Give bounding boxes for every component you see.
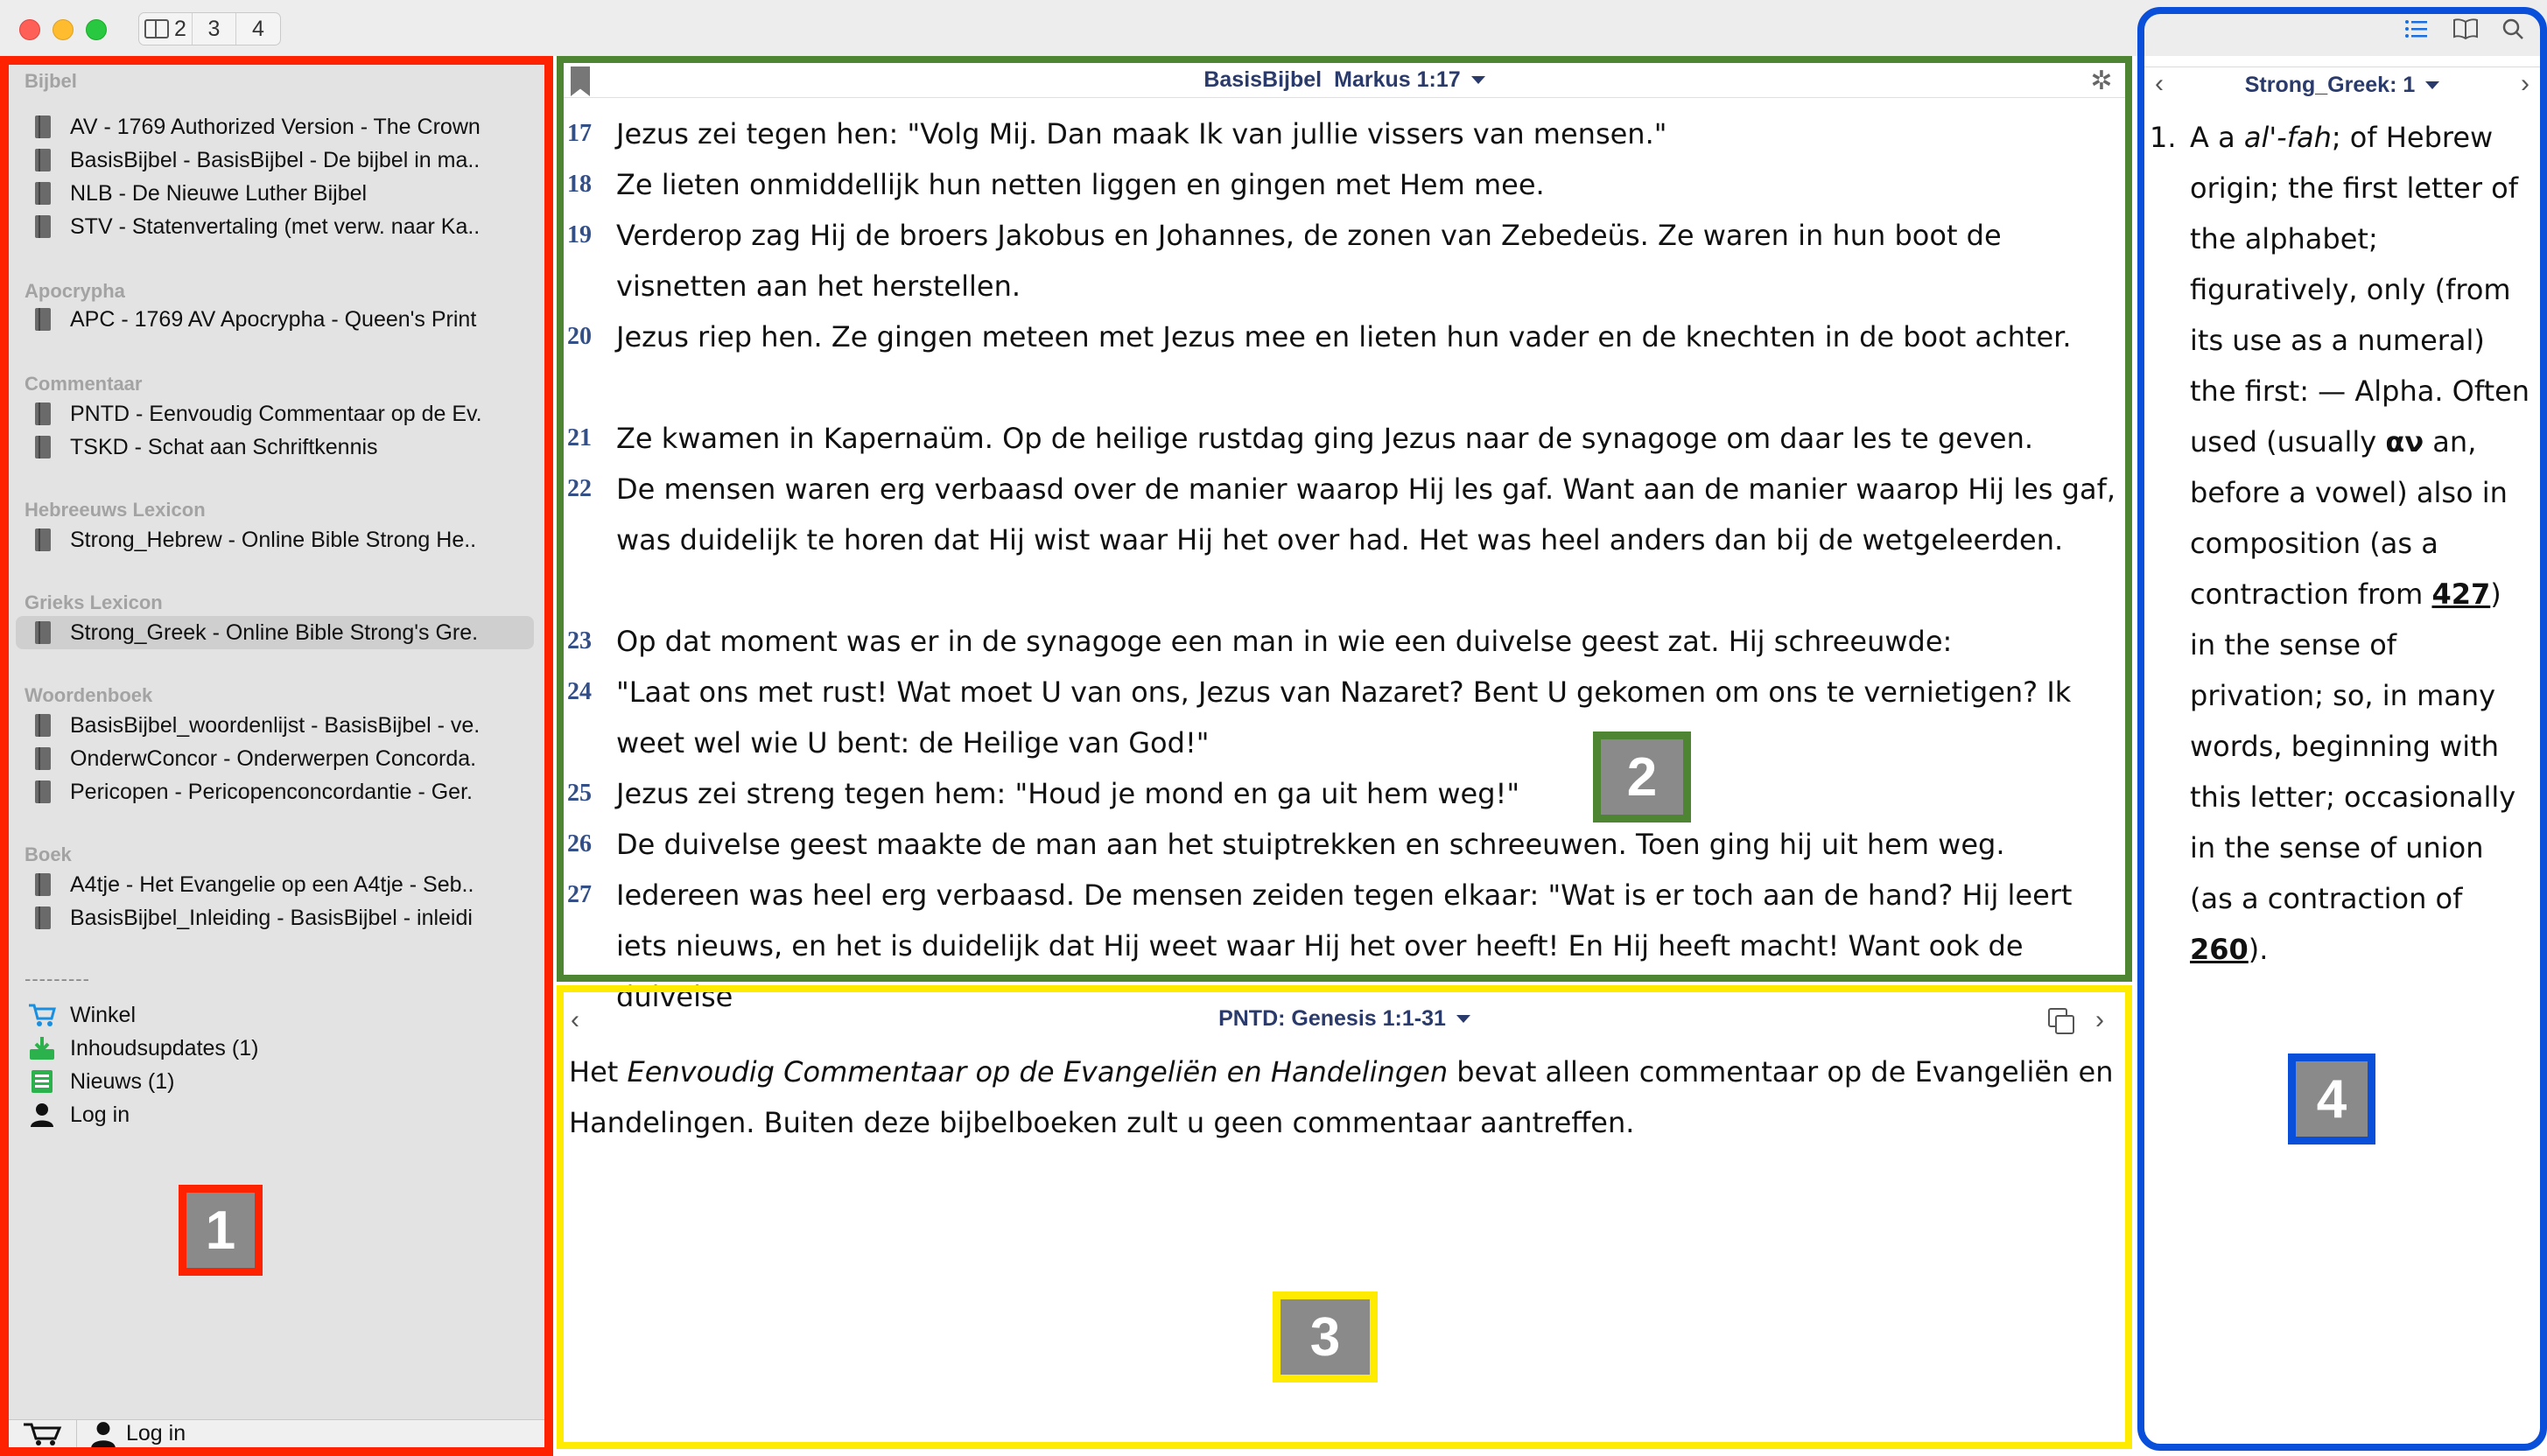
- chevron-left-icon[interactable]: ‹: [571, 1005, 579, 1034]
- verse-number[interactable]: 24: [567, 678, 592, 705]
- verse-number[interactable]: 26: [567, 830, 592, 858]
- zoom-window-button[interactable]: [86, 19, 107, 40]
- panel-4-label: 4: [2288, 1054, 2375, 1144]
- layout-segmented-control: [138, 12, 281, 46]
- columns-icon: [144, 19, 169, 38]
- shop-link-label: Winkel: [70, 1002, 137, 1027]
- layout-tab-label: 3: [207, 16, 221, 41]
- library-item-label: TSKD - Schat aan Schriftkennis: [70, 434, 378, 459]
- strong-link-427[interactable]: 427: [2431, 578, 2491, 611]
- library-item-label: Strong_Hebrew - Online Bible Strong He..: [70, 527, 477, 552]
- entry-letter: A: [2190, 121, 2209, 154]
- login-label: Log in: [70, 1102, 130, 1127]
- library-item-label: AV - 1769 Authorized Version - The Crown: [70, 114, 481, 139]
- verse-text: Jezus zei tegen hen: "Volg Mij. Dan maak Ik van jullie vissers van mensen.": [616, 117, 1667, 150]
- library-item-label: BasisBijbel - BasisBijbel - De bijbel in ma..: [70, 147, 481, 172]
- chevron-left-icon[interactable]: ‹: [2155, 69, 2164, 98]
- verse-number[interactable]: 19: [567, 221, 592, 248]
- commentary-text-end: bevat alleen commentaar op de Evangeliën en Handelingen. Buiten deze bijbelboeken zult u geen commentaar aantreffen.: [569, 1055, 2114, 1139]
- library-item-label: BasisBijbel_Inleiding - BasisBijbel - inleidi: [70, 905, 473, 930]
- commentary-text-italic: Eenvoudig Commentaar op de Evangeliën en Handelingen: [627, 1055, 1449, 1088]
- commentary-title: PNTD: Genesis 1:1-31: [1218, 1005, 1446, 1031]
- gear-icon[interactable]: ✲: [2090, 66, 2113, 95]
- verse-number[interactable]: 25: [567, 780, 592, 807]
- section-header-hebrew-lexicon: Hebreeuws Lexicon: [25, 499, 206, 521]
- layout-tab-3[interactable]: [193, 13, 236, 45]
- verse-text: Jezus zei streng tegen hem: "Houd je mond en ga uit hem weg!": [616, 777, 1520, 810]
- bible-module-name: BasisBijbel: [1203, 67, 1323, 92]
- section-header-commentary: Commentaar: [25, 373, 143, 395]
- section-header-book: Boek: [25, 844, 72, 865]
- library-item-label: PNTD - Eenvoudig Commentaar op de Ev.: [70, 401, 482, 426]
- verse-number[interactable]: 27: [567, 881, 592, 908]
- strong-title: Strong_Greek: 1: [2244, 73, 2416, 97]
- verse-text: De mensen waren erg verbaasd over de manier waarop Hij les gaf. Want aan de manier waarop Hij les gaf, was duidelijk te horen dat Hij wist waar Hij het over had. Het was heel anders dan bij de wetgeleerden.: [616, 472, 2115, 556]
- login-button-label: Log in: [126, 1421, 186, 1446]
- verse-number[interactable]: 22: [567, 475, 592, 502]
- layout-tab-label: 4: [251, 16, 264, 41]
- strong-link-260[interactable]: 260: [2190, 933, 2249, 966]
- layout-tab-2[interactable]: [139, 13, 193, 45]
- verse-number[interactable]: 18: [567, 171, 592, 198]
- chevron-right-icon[interactable]: ›: [2095, 1005, 2104, 1034]
- panel-4-frame: [2137, 7, 2547, 1451]
- verse-number[interactable]: 20: [567, 323, 592, 350]
- library-item-label: A4tje - Het Evangelie op een A4tje - Seb..: [70, 872, 474, 897]
- entry-prefix: a: [2218, 121, 2244, 154]
- news-label: Nieuws (1): [70, 1068, 175, 1094]
- entry-greek: αν: [2385, 425, 2424, 458]
- entry-text: ).: [2248, 933, 2269, 966]
- library-item-label: APC - 1769 AV Apocrypha - Queen's Print: [70, 306, 477, 332]
- panel-1-frame: [0, 56, 553, 1456]
- entry-text: ; of Hebrew origin; the first letter of the alphabet; figuratively, only (from its use as a numeral) the first: — Alpha. Often used (usually: [2190, 121, 2530, 458]
- chevron-right-icon[interactable]: ›: [2521, 69, 2529, 98]
- panel-2-frame: [557, 56, 2132, 982]
- library-item-label: Strong_Greek - Online Bible Strong's Gre.: [70, 620, 479, 645]
- verse-text: Jezus riep hen. Ze gingen meteen met Jezus mee en lieten hun vader en de knechten in de boot achter.: [616, 320, 2072, 354]
- library-item-label: Pericopen - Pericopenconcordantie - Ger.: [70, 779, 473, 804]
- library-item-label: OnderwConcor - Onderwerpen Concorda.: [70, 746, 477, 771]
- section-header-greek-lexicon: Grieks Lexicon: [25, 592, 163, 613]
- layout-tab-4[interactable]: [236, 13, 280, 45]
- content-updates-label: Inhoudsupdates (1): [70, 1035, 259, 1060]
- verse-text: Verderop zag Hij de broers Jakobus en Johannes, de zonen van Zebedeüs. Ze waren in hun boot de visnetten aan het herstellen.: [616, 219, 2002, 303]
- bible-reference: Markus 1:17: [1334, 67, 1461, 92]
- verse-text: Ze lieten onmiddellijk hun netten liggen en gingen met Hem mee.: [616, 168, 1545, 201]
- layout-tab-label: 2: [174, 16, 186, 41]
- section-header-apocrypha: Apocrypha: [25, 280, 125, 302]
- library-item-label: STV - Statenvertaling (met verw. naar Ka..: [70, 214, 481, 239]
- verse-text: Iedereen was heel erg verbaasd. De mensen zeiden tegen elkaar: "Wat is er toch aan de hand? Hij leert iets nieuws, en het is duidelijk dat Hij weet waar Hij het over heeft! En Hij heeft macht! Want ook de duivelse: [616, 878, 2073, 1013]
- verse-text: "Laat ons met rust! Wat moet U van ons, Jezus van Nazaret? Bent U gekomen om ons te vernietigen? Ik weet wel wie U bent: de Heilige van God!": [616, 676, 2072, 760]
- panel-2-label: 2: [1593, 732, 1691, 822]
- verse-text: Op dat moment was er in de synagoge een man in wie een duivelse geest zat. Hij schreeuwde:: [616, 625, 1953, 658]
- panel-1-label: 1: [179, 1185, 263, 1276]
- entry-number: 1.: [2150, 121, 2177, 154]
- verse-number[interactable]: 17: [567, 120, 592, 147]
- entry-text: ) in the sense of privation; so, in many words, beginning with this letter; occasionally in the sense of union (as a contraction of: [2190, 578, 2516, 915]
- entry-text: an, before a vowel) also in composition (as a contraction from: [2190, 425, 2508, 611]
- section-header-bible: Bijbel: [25, 70, 77, 92]
- library-item-label: NLB - De Nieuwe Luther Bijbel: [70, 180, 368, 206]
- verse-text: De duivelse geest maakte de man aan het stuiptrekken en schreeuwen. Toen ging hij uit hem weg.: [616, 828, 2005, 861]
- sidebar-separator: ---------: [25, 968, 90, 990]
- library-item-label: BasisBijbel_woordenlijst - BasisBijbel - ve.: [70, 712, 481, 738]
- verse-number[interactable]: 23: [567, 627, 592, 654]
- commentary-text-start: Het: [569, 1055, 628, 1088]
- entry-pronunciation: al'-fah: [2243, 121, 2332, 154]
- minimize-window-button[interactable]: [53, 19, 74, 40]
- close-window-button[interactable]: [19, 19, 40, 40]
- verse-number[interactable]: 21: [567, 424, 592, 452]
- panel-3-label: 3: [1273, 1292, 1378, 1382]
- section-header-dictionary: Woordenboek: [25, 684, 153, 706]
- verse-text: Ze kwamen in Kapernaüm. Op de heilige rustdag ging Jezus naar de synagoge om daar les te geven.: [616, 422, 2034, 455]
